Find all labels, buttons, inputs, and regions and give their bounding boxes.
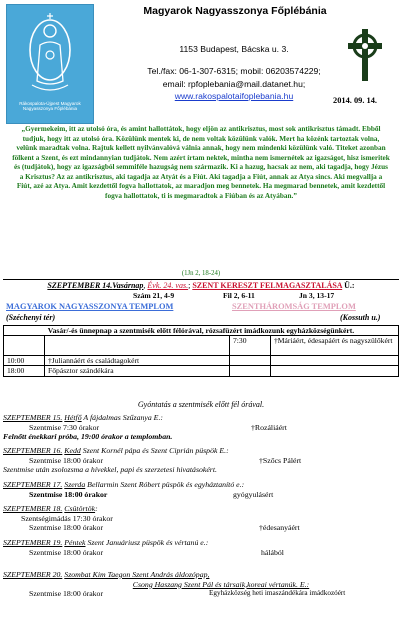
time-cell (4, 336, 45, 356)
day-extra: Felnőtt énekkari próba, 19:00 órakor a templomban. (3, 432, 173, 442)
sunday-week: Évk. 24. vas. (147, 281, 189, 290)
parish-address: 1153 Budapest, Bácska u. 3. (179, 44, 289, 54)
parish-logo (6, 4, 94, 124)
intention-cell: Főpásztor szándékára (45, 366, 230, 376)
church-2-place: (Kossuth u.) (340, 313, 381, 322)
sunday-day: Vasárnap (112, 281, 144, 290)
logo-caption: Rákospalota-Újpest Magyarok Nagyasszonya Főplébánia (19, 101, 81, 112)
day-title: A fájdalmas Szűzanya E.: (81, 413, 163, 422)
table-row (4, 336, 399, 356)
weekday-section (3, 480, 399, 499)
mass-time: Szentmise 18:00 órakor (29, 489, 108, 499)
adoration-time: Szentségimádás 17:30 órakor (21, 513, 113, 523)
mass-intention: †édesanyáért (259, 523, 300, 533)
parish-phone: Tel./fax: 06-1-307-6315; mobil: 06203574229; (147, 66, 321, 76)
day-title: Bellarmin Szent Róbert püspök és egyháztanító e.: (85, 480, 245, 489)
weekday-section (3, 413, 399, 442)
bulletin-date: 2014. 09. 14. (333, 96, 377, 105)
table-header: Vasár/-és ünnepnap a szentmisék előtt félórával, rózsafüzért imádkozunk egyházközségünkért. (4, 326, 399, 336)
day-date: SZEPTEMBER 16. (3, 446, 63, 455)
weekday-section (3, 446, 399, 475)
day-date: SZEPTEMBER 19. (3, 538, 63, 547)
day-name: Hétfő (64, 413, 82, 422)
table-row (4, 326, 399, 336)
day-title: : (95, 504, 98, 513)
church-1-place: (Széchenyi tér) (6, 313, 56, 322)
table-row (4, 356, 399, 366)
day-date: SZEPTEMBER 17. (3, 480, 63, 489)
day-name: Kedd (64, 446, 81, 455)
mass-time: Szentmise 18:00 órakor (29, 547, 104, 557)
day-name: Szerda (64, 480, 86, 489)
day-name: Péntek (64, 538, 86, 547)
mass-intention: Egyházközség heti imaszándékára imádkozóért (209, 589, 346, 598)
scripture-quote: „Gyermekeim, itt az utolsó óra, és amint hallottátok, hogy eljön az antikrisztus, most sok antikrisztus támadt. Ebből tudjuk, hogy itt az utolsó óra. Közülünk mentek ki, de nem voltak közülünk valók. Mert ha közénk tartoztak volna, velünk maradtak volna. Rajtuk kellett nyilvánvalóvá válnia annak, hogy nem mindenki közülünk való. Titeket azonban fölkent a Szent, és ezt mindannyian tudjátok. Nem azért írtam nektek, mintha nem ismernétek az igazságot, hisz ismeritek és (tudjátok), hogy az igazságból semmiféle hazugság nem származik. Ki a hazug, hacsak az nem, aki tagadja, hogy Jézus a Krisztus? Az az antikrisztus, aki tagadja az Atyát és a Fiút. Aki tagadja a Fiút, annak az Atya sincs. Aki megvallja a Fiút, azé az Atya. Amit kezdettől fogva hallottatok, az maradjon meg bennetek. Ha megmarad bennetek, amit kezdettől fogva hallottatok, ti is megmaradtok a Fiúban és az Atyában.” (12, 125, 390, 200)
mass-intention: gyógyulásért (233, 489, 274, 499)
mass-intention: †Rozáliáért (251, 422, 287, 432)
parish-website-link[interactable]: www.rakospalotaifoplebania.hu (174, 91, 294, 101)
sunday-header (3, 281, 399, 301)
time-cell (230, 356, 271, 366)
sep: ; (188, 281, 193, 290)
reading-2: Fil 2, 6-11 (223, 291, 255, 300)
mass-time: Szentmise 18:00 órakor (29, 589, 104, 599)
weekday-section (3, 538, 399, 557)
day-title-cont: Csong Haszang Szent Pál és társaik,koreai vértanúk. E.: (132, 579, 310, 589)
day-extra: Szentmise után zsolozsma a hívekkel, papi és szerzetesi hivatásokért. (3, 465, 217, 475)
intention-cell (45, 336, 230, 356)
reading-1: Szám 21, 4-9 (133, 291, 175, 300)
intention-cell (271, 356, 399, 366)
divider (3, 279, 399, 280)
sep: , (143, 281, 148, 290)
day-title: Szent Kornél pápa és Szent Ciprián püspök E.: (80, 446, 229, 455)
mass-intention: †Szőcs Pálért (259, 455, 302, 465)
day-title: Szent Januáriusz püspök és vértanú e.: (85, 538, 209, 547)
mass-time: Szentmise 18:00 órakor (29, 455, 104, 465)
sunday-date: SZEPTEMBER 14. (47, 281, 113, 290)
weekday-section (3, 570, 399, 599)
day-name: Szombat (64, 570, 91, 579)
church-2-name: SZENTHÁROMSÁG TEMPLOM (232, 302, 356, 311)
parish-email: email: rpfoplebania@mail.datanet.hu; (162, 79, 306, 89)
intention-cell: †Máriáért, édesapáért és nagyszülőkért (271, 336, 399, 356)
day-name: Csütörtök (64, 504, 96, 513)
parish-title: Magyarok Nagyasszonya Főplébánia (143, 5, 327, 17)
time-cell (230, 366, 271, 376)
time-cell: 10:00 (4, 356, 45, 366)
confession-note: Gyóntatás a szentmisék előtt fél órával. (137, 400, 265, 409)
time-cell: 18:00 (4, 366, 45, 376)
intention-cell: †Juliannáért és családtagokért (45, 356, 230, 366)
day-title: Kim Taegon Szent András áldozópap, (90, 570, 210, 579)
intention-cell (271, 366, 399, 376)
church-1-name: MAGYAROK NAGYASSZONYA TEMPLOM (6, 302, 174, 311)
time-cell: 7:30 (230, 336, 271, 356)
mass-intention: hálából (261, 547, 284, 557)
feast-rank: Ü.: (342, 281, 355, 290)
mass-time: Szentmise 18:00 órakor (29, 523, 104, 533)
day-date: SZEPTEMBER 18. (3, 504, 63, 513)
reading-3: Jn 3, 13-17 (299, 291, 335, 300)
mass-schedule-table (3, 325, 399, 377)
scripture-reference: (1Jn 2, 18-24) (181, 270, 221, 277)
mass-time: Szentmise 7:30 órakor (29, 422, 100, 432)
table-row (4, 366, 399, 376)
day-date: SZEPTEMBER 20. (3, 570, 63, 579)
sunday-feast: SZENT KERESZT FELMAGASZTALÁSA (192, 281, 343, 290)
day-date: SZEPTEMBER 15. (3, 413, 63, 422)
weekday-section (3, 504, 399, 533)
